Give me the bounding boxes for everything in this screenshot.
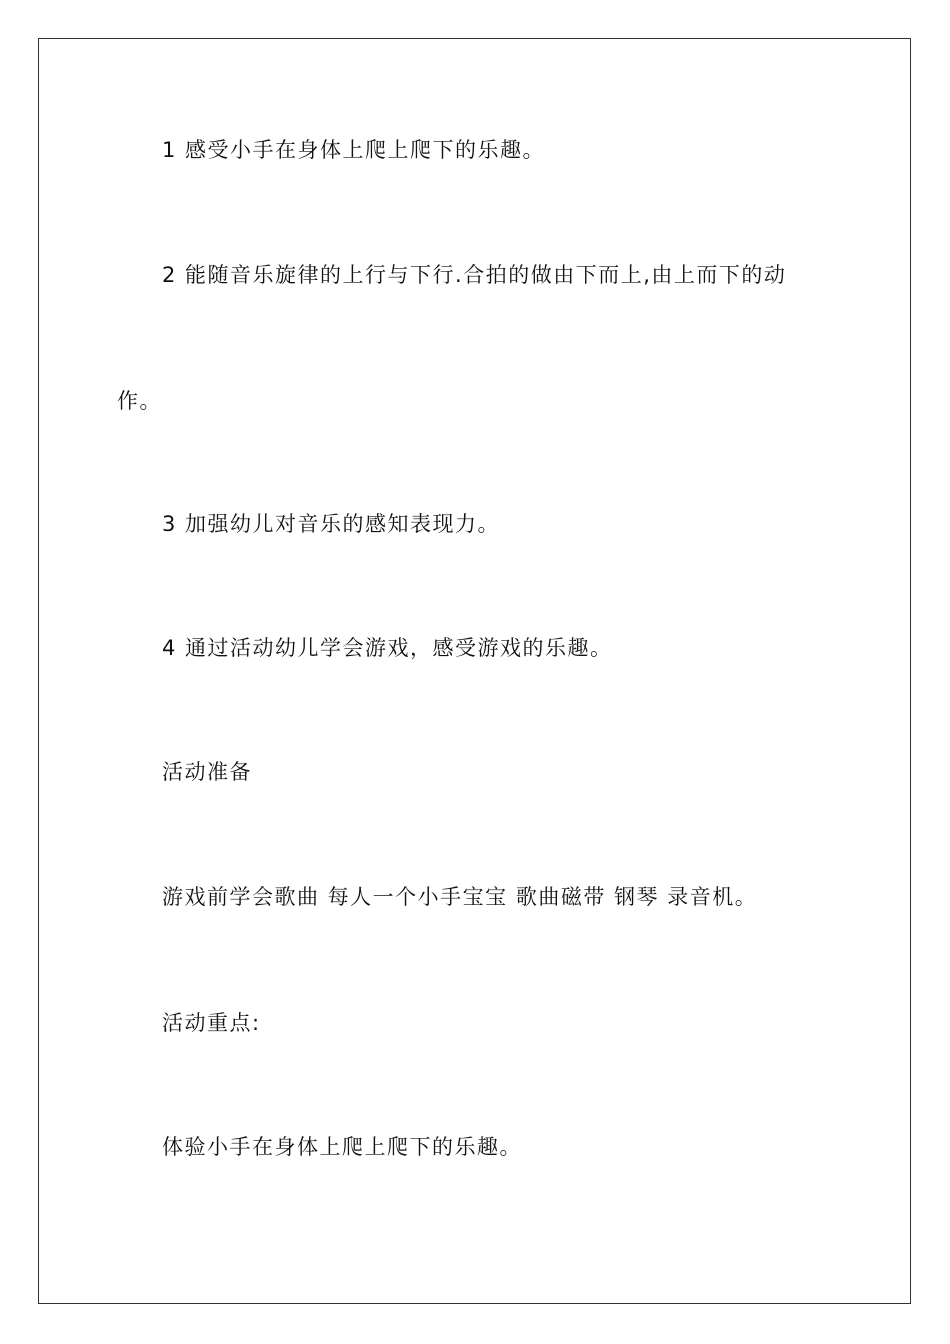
section-heading-preparation: 活动准备 [162,760,252,784]
page-frame [38,38,911,1304]
goal-line-2: 2 能随音乐旋律的上行与下行.合拍的做由下而上,由上而下的动 [162,263,787,287]
key-point-text: 体验小手在身体上爬上爬下的乐趣。 [162,1135,522,1159]
preparation-text: 游戏前学会歌曲 每人一个小手宝宝 歌曲磁带 钢琴 录音机。 [162,885,758,909]
goal-line-4: 4 通过活动幼儿学会游戏，感受游戏的乐趣。 [162,636,613,660]
section-heading-key-point: 活动重点: [162,1011,261,1035]
goal-line-2-continued: 作。 [117,389,162,413]
goal-line-3: 3 加强幼儿对音乐的感知表现力。 [162,512,501,536]
goal-line-1: 1 感受小手在身体上爬上爬下的乐趣。 [162,138,546,162]
